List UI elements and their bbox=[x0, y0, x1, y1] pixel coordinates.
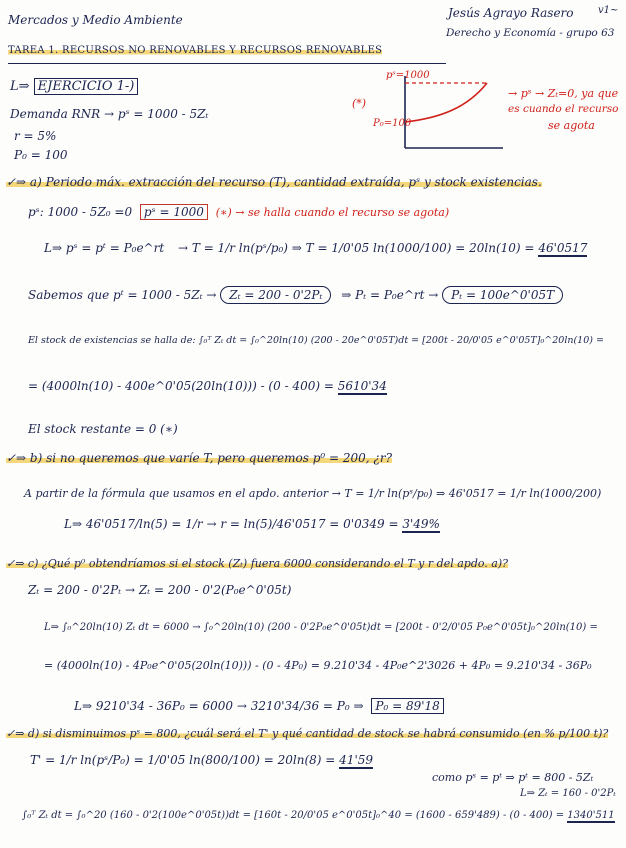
page-title: TAREA 1. RECURSOS NO RENOVABLES Y RECURSOS RENOVABLES bbox=[8, 45, 383, 56]
graph-mark: (*) bbox=[352, 97, 367, 110]
a-line-5 bbox=[28, 380, 387, 393]
exercise-heading bbox=[10, 80, 138, 94]
a-line-1-equation: pˢ: 1000 - 5Z₀ =0 bbox=[28, 205, 133, 219]
exercise-arrow: L⇒ bbox=[10, 79, 30, 94]
c-line-4 bbox=[74, 700, 444, 713]
d-line-1-left: T' = 1/r ln(pˢ/P₀) = 1/0'05 ln(800/100) = 20ln(8) = bbox=[30, 753, 336, 767]
title-underline bbox=[8, 63, 446, 64]
d-side-note-1: como pˢ = pᵗ ⇒ pᵗ = 800 - 5Zₜ bbox=[432, 771, 594, 784]
demand-equation: Demanda RNR → pˢ = 1000 - 5Zₜ bbox=[10, 107, 209, 121]
question-b: ✓⇒ b) si no queremos que varíe T, pero queremos p⁰ = 200, ¿r? bbox=[6, 451, 393, 465]
a-line-3 bbox=[28, 289, 563, 302]
b-line-1: A partir de la fórmula que usamos en el apdo. anterior → T = 1/r ln(pˢ/p₀) ⇒ 46'0517 = 1/r ln(1000/200) bbox=[24, 487, 602, 500]
price-path-graph bbox=[395, 66, 515, 156]
b-line-2-left: L⇒ 46'0517/ln(5) = 1/r → r = ln(5)/46'0517 = 0'0349 = bbox=[64, 517, 399, 531]
a-ps-note: (∗) → se halla cuando el recurso se agota) bbox=[215, 206, 450, 219]
graph-note-line-2: es cuando el recurso bbox=[508, 103, 619, 115]
graph-note-line-1: → pˢ → Zₜ=0, ya que bbox=[508, 87, 619, 100]
question-c: ✓⇒ c) ¿Qué p⁰ obtendríamos si el stock (Zₜ) fuera 6000 considerando el T y r del apdo. a)? bbox=[6, 557, 509, 570]
d-line-1 bbox=[30, 754, 373, 767]
a-remaining-stock: El stock restante = 0 (∗) bbox=[28, 422, 178, 436]
d-t-result: 41'59 bbox=[339, 753, 374, 767]
c-line-1: Zₜ = 200 - 0'2Pₜ → Zₜ = 200 - 0'2(P₀e^0'05t) bbox=[28, 583, 292, 597]
interest-rate: r = 5% bbox=[14, 129, 57, 143]
a-line-2-left: L⇒ pˢ = pᵗ = P₀e^rt bbox=[44, 241, 165, 255]
c-line-2: L⇒ ∫₀^20ln(10) Zₜ dt = 6000 → ∫₀^20ln(10) (200 - 0'2P₀e^0'05t)dt = [200t - 0'2/0'05 P₀e^0'05t]₀^20ln(10) = bbox=[44, 622, 598, 633]
graph-price-curve bbox=[405, 83, 487, 122]
exercise-label: EJERCICIO 1-) bbox=[34, 78, 139, 95]
d-stock-result: 1340'511 bbox=[567, 810, 615, 821]
b-line-2 bbox=[64, 518, 440, 531]
d-side-note-2: L⇒ Zₜ = 160 - 0'2Pₜ bbox=[520, 788, 616, 799]
a-line-3-left: Sabemos que pᵗ = 1000 - 5Zₜ → bbox=[28, 288, 217, 302]
d-line-2-left: ∫₀ᵀ Zₜ dt = ∫₀^20 (160 - 0'2(100e^0'05t))dt = [160t - 20/0'05 e^0'05t]₀^40 = (1600 - 659'489) - (0 - 400) = bbox=[22, 810, 565, 821]
a-t-result: 46'0517 bbox=[538, 241, 588, 255]
c-line-4-left: L⇒ 9210'34 - 36P₀ = 6000 → 3210'34/36 = P₀ ⇒ bbox=[74, 699, 364, 713]
b-r-result: 3'49% bbox=[402, 517, 440, 531]
a-pt-expression: Pₜ = 100e^0'05T bbox=[442, 286, 563, 304]
course-name: Mercados y Medio Ambiente bbox=[8, 13, 183, 27]
a-line-2 bbox=[44, 242, 587, 255]
a-ps-box: pˢ = 1000 bbox=[140, 204, 208, 220]
author-note: v1~ bbox=[598, 5, 619, 16]
a-stock-result: 5610'34 bbox=[337, 379, 387, 393]
a-line-5-left: = (4000ln(10) - 400e^0'05(20ln(10))) - (0 - 400) = bbox=[28, 379, 334, 393]
a-line-2-mid: → T = 1/r ln(pˢ/p₀) ⇒ T = 1/0'05 ln(1000/100) = 20ln(10) = bbox=[178, 241, 535, 255]
program-name: Derecho y Economía - grupo 63 bbox=[446, 27, 615, 39]
a-stock-integral: El stock de existencias se halla de: ∫₀ᵀ Zₜ dt = ∫₀^20ln(10) (200 - 20e^0'05T)dt = [200t - 20/0'05 e^0'05T]₀^20ln(10) = bbox=[28, 335, 604, 346]
question-d: ✓⇒ d) si disminuimos pˢ = 800, ¿cuál será el T' y qué cantidad de stock se habrá consumido (en % p/100 t)? bbox=[6, 727, 609, 740]
a-zt-expression: Zₜ = 200 - 0'2Pₜ bbox=[220, 286, 331, 304]
graph-y-top-label: pˢ=1000 bbox=[386, 70, 430, 81]
d-line-2 bbox=[22, 810, 615, 821]
c-line-3: = (4000ln(10) - 4P₀e^0'05(20ln(10))) - (0 - 4P₀) = 9.210'34 - 4P₀e^2'3026 + 4P₀ = 9.210'34 - 36P₀ bbox=[44, 659, 592, 672]
initial-price: P₀ = 100 bbox=[14, 148, 68, 162]
question-a: ✓⇒ a) Periodo máx. extracción del recurso (T), cantidad extraída, pˢ y stock existencias. bbox=[6, 175, 542, 189]
a-line-1 bbox=[28, 206, 449, 219]
a-line-3-mid: ⇒ Pₜ = P₀e^rt → bbox=[341, 288, 439, 302]
author-name: Jesús Agrayo Rasero bbox=[448, 6, 574, 20]
graph-note-line-3: se agota bbox=[548, 119, 595, 132]
graph-y-low-label: P₀=100 bbox=[373, 118, 412, 129]
c-p0-box: P₀ = 89'18 bbox=[371, 698, 443, 714]
